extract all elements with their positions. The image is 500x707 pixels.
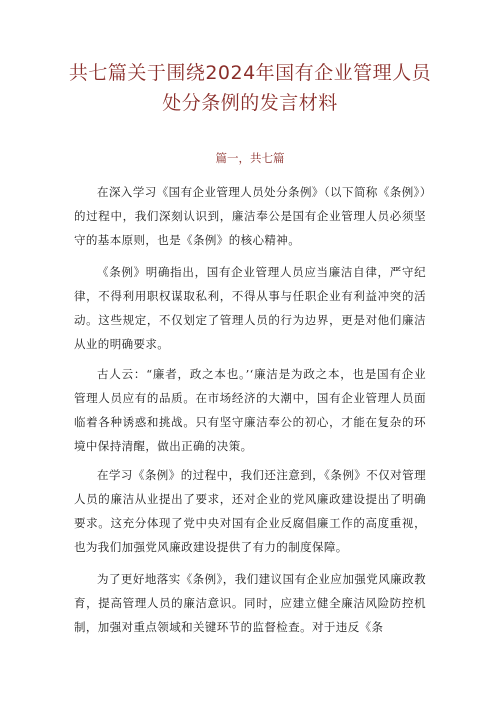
document-title-line-2: 处分条例的发言材料 xyxy=(162,92,338,114)
paragraph-4: 在学习《条例》的过程中，我们还注意到，《条例》不仅对管理人员的廉洁从业提出了要求，还对企业的党风廉政建设提出了明确要求。这充分体现了党中央对国有企业反腐倡廉工作的高度重视，也为我们加强党风廉政建设提供了有力的制度保障。 xyxy=(74,468,426,554)
paragraph-3: 古人云：“廉者，政之本也。’‘廉洁是为政之本，也是国有企业管理人员应有的品质。在市场经济的大潮中，国有企业管理人员面临着各种诱惑和挑战。只有坚守廉洁奉公的初心，才能在复杂的环境中保持清醒，做出正确的决策。 xyxy=(74,367,426,453)
section-heading: 篇一，共七篇 xyxy=(215,151,285,165)
paragraph-1: 在深入学习《国有企业管理人员处分条例》（以下简称《条例》）的过程中，我们深刻认识到，廉洁奉公是国有企业管理人员必须坚守的基本原则，也是《条例》的核心精神。 xyxy=(74,185,426,247)
paragraph-5: 为了更好地落实《条例》，我们建议国有企业应加强党风廉政教育，提高管理人员的廉洁意识。同时，应建立健全廉洁风险防控机制，加强对重点领域和关键环节的监督检查。对于违反《条 xyxy=(74,572,426,634)
paragraph-2: 《条例》明确指出，国有企业管理人员应当廉洁自律，严守纪律，不得利用职权谋取私利，不得从事与任职企业有利益冲突的活动。这些规定，不仅划定了管理人员的行为边界，更是对他们廉洁从业的明确要求。 xyxy=(74,265,426,351)
document-title-line-1: 共七篇关于围绕2024年国有企业管理人员 xyxy=(68,62,432,84)
